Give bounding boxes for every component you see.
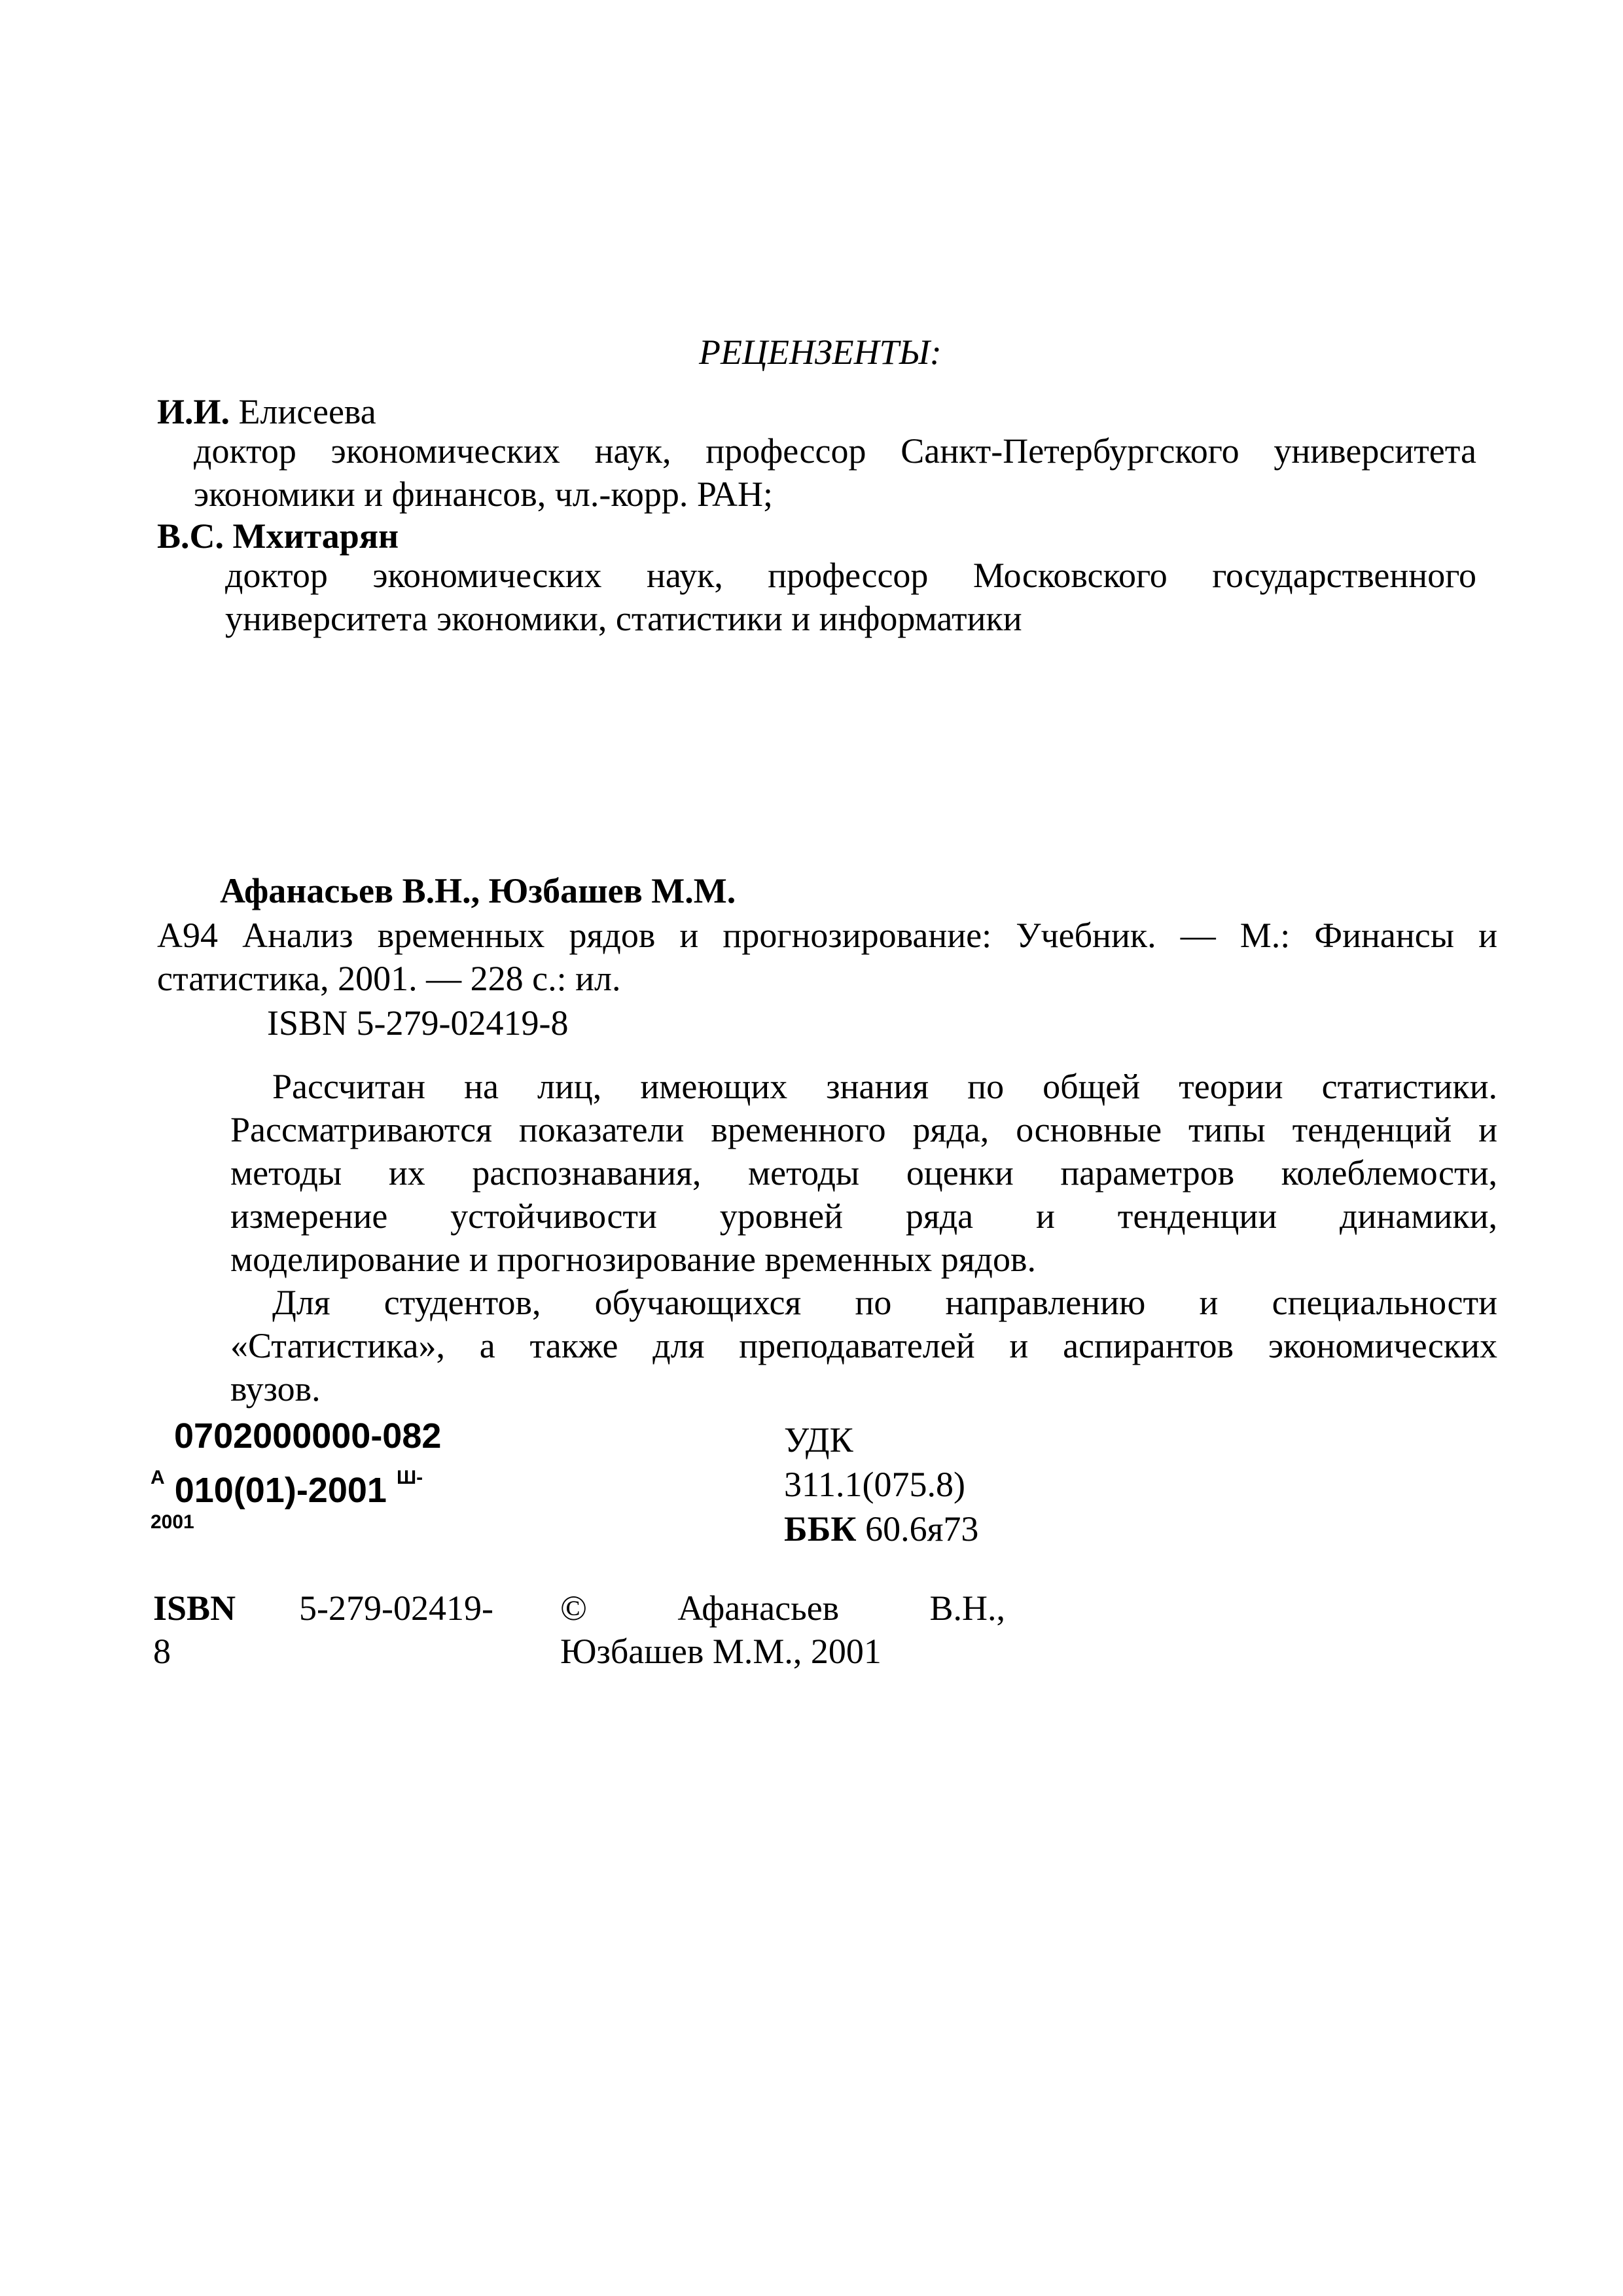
reviewer-2-surname: Мхитарян [232,516,399,556]
reviewer-2-initials: В.С. [157,516,224,556]
publication-code-line2 [151,1457,517,1511]
publication-code [151,1415,517,1534]
publication-code-prefix: А [151,1467,165,1488]
isbn-bottom-value-line2: 8 [153,1632,171,1671]
reviewers-heading: РЕЦЕНЗЕНТЫ: [699,332,942,372]
catalog-title-line1 [157,914,1497,957]
reviewer-1-desc-line1: доктор экономических наук, профессор Санкт-Петербургского университета [194,431,1476,471]
reviewer-2-desc-line1: доктор экономических наук, профессор Московского государственного [225,556,1476,595]
catalog-isbn: ISBN 5-279-02419-8 [267,1003,569,1043]
publication-code-line1: 0702000000-082 [174,1416,442,1456]
copyright-line1 [560,1587,1005,1630]
reviewer-1-name [157,390,376,433]
catalog-index: А94 [157,916,218,955]
publication-code-main: 010(01)-2001 [174,1471,387,1510]
abstract-p1-line5: моделирование и прогнозирование временных рядов. [230,1240,1037,1279]
copyright-line2: Юзбашев М.М., 2001 [560,1632,882,1671]
bbk-line [784,1507,978,1551]
catalog-title-rest: Анализ временных рядов и прогнозирование: Учебник. — М.: Финансы и [242,916,1497,955]
catalog-title-line2: статистика, 2001. — 228 с.: ил. [157,959,621,998]
publication-code-suffix: Ш- [396,1467,423,1488]
abstract-p1-line3: методы их распознавания, методы оценки параметров колеблемости, [230,1153,1497,1193]
abstract-p1-line4: измерение устойчивости уровней ряда и тенденции динамики, [230,1196,1497,1236]
bbk-value: 60.6я73 [865,1509,979,1549]
reviewer-2-name [157,514,399,558]
reviewer-1-surname: Елисеева [238,392,376,431]
isbn-bottom [153,1587,493,1673]
udk-label: УДК [784,1420,853,1460]
isbn-bottom-line1 [153,1587,493,1630]
abstract-p1-line2: Рассматриваются показатели временного ряда, основные типы тенденций и [230,1110,1497,1149]
copyright-initials: В.Н., [929,1588,1005,1628]
reviewer-2-description [225,554,1476,640]
abstract-p2-line3: вузов. [230,1369,321,1408]
isbn-bottom-label: ISBN [153,1588,236,1628]
reviewer-1-desc-line2: экономики и финансов, чл.-корр. РАН; [194,475,773,514]
udk-value: 311.1(075.8) [784,1465,965,1504]
publication-code-line3: 2001 [151,1511,194,1533]
reviewer-1-description [194,429,1476,516]
abstract [230,1065,1497,1410]
catalog-authors: Афанасьев В.Н., Юзбашев М.М. [220,871,736,910]
copyright [560,1587,1005,1673]
reviewer-1-initials: И.И. [157,392,230,431]
abstract-p2-line2: «Статистика», а также для преподавателей и аспирантов экономических [230,1326,1497,1365]
abstract-p2-line1: Для студентов, обучающихся по направлению и специальности [272,1283,1497,1322]
classification-block [784,1418,978,1551]
abstract-p1-line1: Рассчитан на лиц, имеющих знания по общей теории статистики. [272,1067,1497,1106]
isbn-bottom-value-line1: 5-279-02419- [299,1588,493,1628]
bbk-label: ББК [784,1509,857,1549]
copyright-symbol: © [560,1588,588,1628]
reviewer-2-desc-line2: университета экономики, статистики и информатики [225,599,1022,638]
copyright-name: Афанасьев [677,1588,840,1628]
